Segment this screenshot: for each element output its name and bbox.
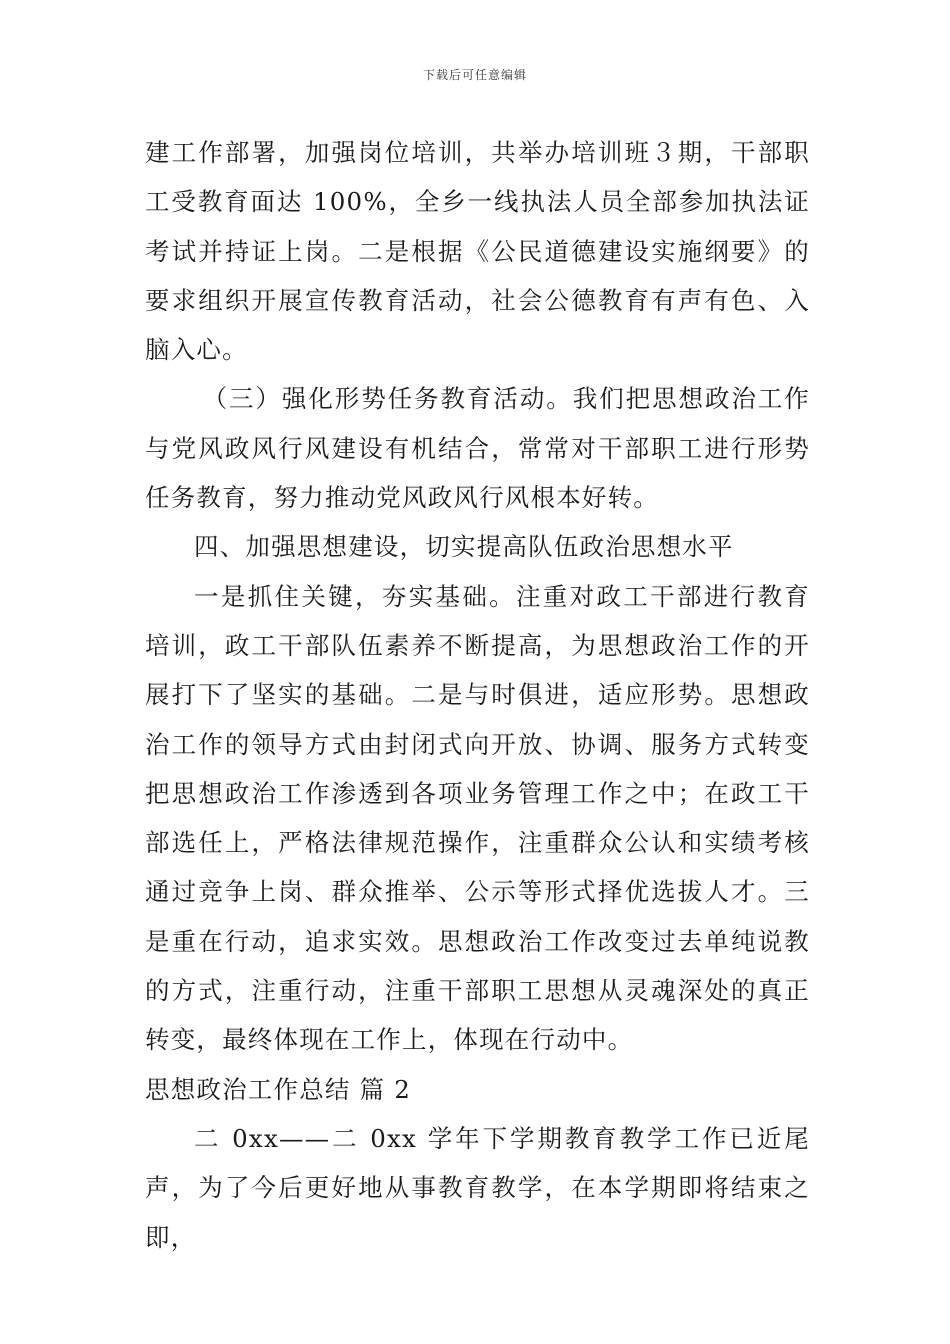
header-note: 下载后可任意编辑 [422, 68, 527, 82]
paragraph-part-two-intro: 二 0xx——二 0xx 学年下学期教育教学工作已近尾声，为了今后更好地从事教育教学，在本学期即将结束之即， [145, 1123, 810, 1252]
body-text [145, 128, 810, 1262]
paragraph-section-four: 一是抓住关键，夯实基础。注重对政工干部进行教育培训，政工干部队伍素养不断提高，为思想政治工作的开展打下了坚实的基础。二是与时俱进，适应形势。思想政治工作的领导方式由封闭式向开放、协调、服务方式转变把思想政治工作渗透到各项业务管理工作之中；在政工干部选任上，严格法律规范操作，注重群众公认和实绩考核通过竞争上岗、群众推举、公示等形式择优选拔人才。三是重在行动，追求实效。思想政治工作改变过去单纯说教的方式，注重行动，注重干部职工思想从灵魂深处的真正转变，最终体现在工作上，体现在行动中。 [145, 581, 810, 1055]
paragraph-section-three: （三）强化形势任务教育活动。我们把思想政治工作与党风政风行风建设有机结合，常常对干部职工进行形势任务教育，努力推动党风政风行风根本好转。 [145, 384, 810, 513]
article-title-part-two: 思想政治工作总结 篇 2 [145, 1074, 412, 1104]
paragraph-continuation: 建工作部署，加强岗位培训，共举办培训班３期，干部职工受教育面达 100%，全乡一线执法人员全部参加执法证考试并持证上岗。二是根据《公民道德建设实施纲要》的要求组织开展宣传教育活动，社会公德教育有声有色、入脑入心。 [145, 138, 810, 365]
section-heading-four: 四、加强思想建设，切实提高队伍政治思想水平 [194, 532, 734, 562]
